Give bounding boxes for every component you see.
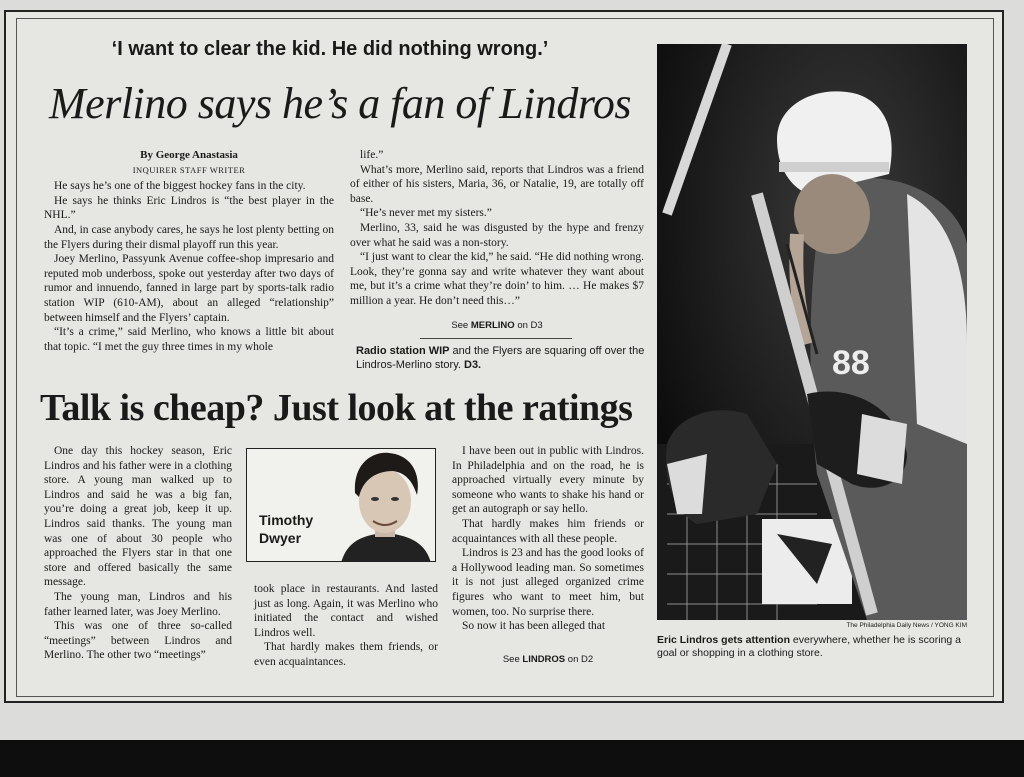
columnist-name xyxy=(259,511,313,547)
jump-prefix: See xyxy=(451,320,469,331)
main-story-column-2 xyxy=(350,148,644,309)
paragraph: I have been out in public with Lindros. In Philadelphia and on the road, he is approached virtually every minute by someone who wants to shake his hand or get an autograph or say hello. xyxy=(452,445,644,516)
paragraph: He says he’s one of the biggest hockey fans in the city. xyxy=(54,180,306,193)
paragraph: “He’s never met my sisters.” xyxy=(360,207,492,220)
paragraph: He says he thinks Eric Lindros is “the best player in the NHL.” xyxy=(44,194,334,222)
promo-text: and the Flyers are squaring off over the Lindros-Merlino story. xyxy=(356,345,645,371)
lindros-photo xyxy=(657,44,967,620)
promo-page: D3. xyxy=(464,359,482,371)
paragraph: The young man, Lindros and his father learned later, was Joey Merlino. xyxy=(44,590,232,618)
column-story-column-1 xyxy=(44,444,232,663)
divider xyxy=(420,338,572,339)
paragraph: Joey Merlino, Passyunk Avenue coffee-shop impresario and reputed mob underboss, spoke out yesterday after two days of rumor and innuendo, fanned in large part by sports-talk radio station WIP (610-AM), about an alleged “relationship” between himself and the Flyers’ captain. xyxy=(44,253,334,324)
paragraph: What’s more, Merlino said, reports that Lindros was a friend of either of his sisters, Maria, 36, or Natalie, 19, are totally off base. xyxy=(350,163,644,205)
jump-suffix: on D2 xyxy=(567,654,594,665)
jump-word: MERLINO xyxy=(470,320,515,331)
paragraph: Lindros is 23 and has the good looks of a Hollywood leading man. So sometimes it is not just alleged organized crime figures who want to meet him, but women, too. No surprise there. xyxy=(452,547,644,618)
photo-credit: The Philadelphia Daily News / YONG KIM xyxy=(846,622,967,629)
hockey-player-image xyxy=(657,44,967,620)
paragraph: And, in case anybody cares, he says he lost plenty betting on the Flyers during their dismal playoff run this year. xyxy=(44,223,334,251)
column-headline: Talk is cheap? Just look at the ratings xyxy=(40,387,633,429)
columnist-last-name: Dwyer xyxy=(259,530,302,546)
paragraph: One day this hockey season, Eric Lindros and his father were in a clothing store. A young man walked up to Lindros and said he was a big fan, you’re doing a great job, keep it up. Lindros said thanks. The young man was one of about 30 people who approached the Flyers star in that one store and offered basically the same message. xyxy=(44,445,232,589)
column-story-column-2 xyxy=(254,582,438,670)
kicker-quote: ‘I want to clear the kid. He did nothing wrong.’ xyxy=(111,38,549,60)
column-story-column-3 xyxy=(452,444,644,634)
paragraph: This was one of three so-called “meetings” between Lindros and Merlino. The other two “meetings” xyxy=(44,620,232,662)
paragraph: “I just want to clear the kid,” he said. “He did nothing wrong. Look, they’re gonna say and write whatever they want about me, but it’s a crime what they’re doin’ to him. … He makes $7 million a year. He don’t need this…” xyxy=(350,251,644,307)
paragraph: That hardly makes them friends, or even acquaintances. xyxy=(254,641,438,668)
paragraph: life.” xyxy=(360,149,384,161)
byline: By George Anastasia xyxy=(140,149,238,161)
paragraph: took place in restaurants. And lasted just as long. Again, it was Merlino who initiated the contact and wished Lindros well. xyxy=(254,583,438,639)
lindros-jump-line xyxy=(452,654,644,665)
paragraph: Merlino, 33, said he was disgusted by the hype and frenzy over what he said was a non-story. xyxy=(350,221,644,249)
columnist-mug xyxy=(246,448,436,562)
scan-edge xyxy=(0,740,1024,777)
jump-prefix: See xyxy=(502,654,520,665)
photo-caption xyxy=(657,634,967,660)
byline-title: INQUIRER STAFF WRITER xyxy=(132,164,246,175)
merlino-jump-line xyxy=(350,320,644,331)
columnist-portrait xyxy=(333,449,436,562)
paragraph: “It’s a crime,” said Merlino, who knows a little bit about that topic. “I met the guy three times in my whole xyxy=(44,326,334,353)
columnist-first-name: Timothy xyxy=(259,512,314,528)
main-story-column-1 xyxy=(44,148,334,354)
caption-text: everywhere, whether he is scoring a goal or shopping in a clothing store. xyxy=(657,634,962,659)
paragraph: That hardly makes him friends or acquaintances with all these people. xyxy=(452,517,644,545)
main-headline: Merlino says he’s a fan of Lindros xyxy=(49,79,631,128)
paragraph: So now it has been alleged that xyxy=(462,620,606,633)
promo-bold: Radio station WIP xyxy=(356,345,450,357)
jump-suffix: on D3 xyxy=(517,320,543,331)
caption-bold: Eric Lindros gets attention xyxy=(657,634,791,646)
jump-word: LINDROS xyxy=(522,654,566,665)
jersey-number: 88 xyxy=(832,344,870,382)
promo-blurb xyxy=(356,344,646,372)
